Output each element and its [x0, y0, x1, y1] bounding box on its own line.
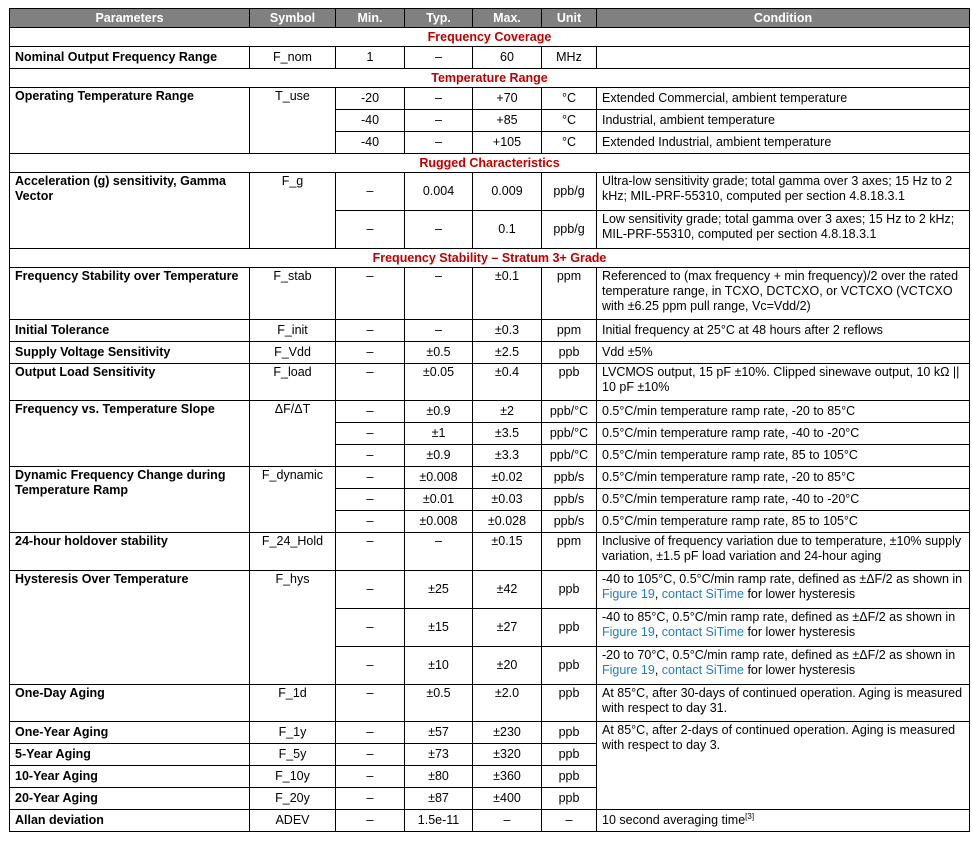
typ-cell: – — [405, 211, 473, 249]
condition-text: -40 to 85°C, 0.5°C/min ramp rate, defined as ±ΔF/2 as shown in — [602, 610, 956, 624]
condition-cell: 0.5°C/min temperature ramp rate, 85 to 105°C — [597, 511, 970, 533]
condition-cell: Ultra-low sensitivity grade; total gamma over 3 axes; 15 Hz to 2 kHz; MIL-PRF-55310, computed per section 4.8.18.3.1 — [597, 173, 970, 211]
max-cell: ±0.028 — [473, 511, 542, 533]
condition-cell — [597, 47, 970, 69]
section-title: Frequency Coverage — [10, 28, 970, 47]
typ-cell: ±0.008 — [405, 511, 473, 533]
condition-cell: -40 to 85°C, 0.5°C/min ramp rate, defined as ±ΔF/2 as shown in Figure 19, contact SiTime for lower hysteresis — [597, 609, 970, 647]
param-cell: Dynamic Frequency Change during Temperature Ramp — [10, 467, 250, 533]
condition-cell: Initial frequency at 25°C at 48 hours after 2 reflows — [597, 320, 970, 342]
symbol-cell: F_dynamic — [250, 467, 336, 533]
symbol-cell: F_20y — [250, 788, 336, 810]
max-cell: 0.009 — [473, 173, 542, 211]
typ-cell: ±87 — [405, 788, 473, 810]
table-row — [10, 722, 970, 744]
min-cell: -40 — [336, 110, 405, 132]
symbol-cell: F_init — [250, 320, 336, 342]
header-unit: Unit — [542, 9, 597, 28]
header-typ: Typ. — [405, 9, 473, 28]
symbol-cell: F_24_Hold — [250, 533, 336, 571]
symbol-cell: F_stab — [250, 268, 336, 320]
min-cell: – — [336, 533, 405, 571]
condition-cell: 0.5°C/min temperature ramp rate, -40 to -20°C — [597, 423, 970, 445]
max-cell: ±2.0 — [473, 685, 542, 722]
min-cell: – — [336, 467, 405, 489]
min-cell: – — [336, 423, 405, 445]
max-cell: ±0.03 — [473, 489, 542, 511]
unit-cell: °C — [542, 110, 597, 132]
contact-sitime-link[interactable]: contact SiTime — [661, 663, 744, 677]
unit-cell: °C — [542, 132, 597, 154]
header-parameters: Parameters — [10, 9, 250, 28]
unit-cell: ppb/s — [542, 511, 597, 533]
typ-cell: 0.004 — [405, 173, 473, 211]
symbol-cell: ADEV — [250, 810, 336, 832]
max-cell: ±2 — [473, 401, 542, 423]
unit-cell: ppb — [542, 609, 597, 647]
param-cell: Allan deviation — [10, 810, 250, 832]
unit-cell: ppb/s — [542, 489, 597, 511]
table-row — [10, 88, 970, 110]
unit-cell: ppb/g — [542, 173, 597, 211]
header-row — [10, 9, 970, 28]
condition-cell: Extended Industrial, ambient temperature — [597, 132, 970, 154]
unit-cell: ppb — [542, 685, 597, 722]
condition-cell: 0.5°C/min temperature ramp rate, -40 to -20°C — [597, 489, 970, 511]
max-cell: – — [473, 810, 542, 832]
unit-cell: ppb — [542, 788, 597, 810]
table-row — [10, 47, 970, 69]
condition-cell: -20 to 70°C, 0.5°C/min ramp rate, defined as ±ΔF/2 as shown in Figure 19, contact SiTime for lower hysteresis — [597, 647, 970, 685]
figure-19-link[interactable]: Figure 19 — [602, 663, 655, 677]
typ-cell: ±57 — [405, 722, 473, 744]
max-cell: ±0.1 — [473, 268, 542, 320]
min-cell: 1 — [336, 47, 405, 69]
header-condition: Condition — [597, 9, 970, 28]
condition-cell: Low sensitivity grade; total gamma over 3 axes; 15 Hz to 2 kHz; MIL-PRF-55310, computed per section 4.8.18.3.1 — [597, 211, 970, 249]
max-cell: 0.1 — [473, 211, 542, 249]
section-title: Frequency Stability – Stratum 3+ Grade — [10, 249, 970, 268]
section-row — [10, 154, 970, 173]
condition-cell: 0.5°C/min temperature ramp rate, -20 to 85°C — [597, 401, 970, 423]
typ-cell: ±1 — [405, 423, 473, 445]
symbol-cell: F_hys — [250, 571, 336, 685]
typ-cell: ±0.05 — [405, 364, 473, 401]
condition-cell — [597, 810, 970, 832]
param-cell: Frequency vs. Temperature Slope — [10, 401, 250, 467]
condition-cell: Vdd ±5% — [597, 342, 970, 364]
min-cell: – — [336, 766, 405, 788]
typ-cell: ±0.5 — [405, 685, 473, 722]
unit-cell: ppm — [542, 268, 597, 320]
min-cell: – — [336, 647, 405, 685]
typ-cell: – — [405, 132, 473, 154]
max-cell: ±0.02 — [473, 467, 542, 489]
min-cell: – — [336, 685, 405, 722]
min-cell: -40 — [336, 132, 405, 154]
symbol-cell: F_10y — [250, 766, 336, 788]
condition-text: 10 second averaging time — [602, 813, 746, 827]
min-cell: – — [336, 320, 405, 342]
unit-cell: ppb/°C — [542, 401, 597, 423]
max-cell: ±3.5 — [473, 423, 542, 445]
typ-cell: ±80 — [405, 766, 473, 788]
typ-cell: ±0.9 — [405, 445, 473, 467]
max-cell: ±20 — [473, 647, 542, 685]
typ-cell: ±0.01 — [405, 489, 473, 511]
unit-cell: ppb — [542, 342, 597, 364]
min-cell: – — [336, 744, 405, 766]
max-cell: ±0.3 — [473, 320, 542, 342]
unit-cell: ppb/g — [542, 211, 597, 249]
condition-cell: Extended Commercial, ambient temperature — [597, 88, 970, 110]
table-row — [10, 533, 970, 571]
min-cell: – — [336, 511, 405, 533]
table-row — [10, 810, 970, 832]
max-cell: ±42 — [473, 571, 542, 609]
param-cell: 10-Year Aging — [10, 766, 250, 788]
unit-cell: ppb — [542, 744, 597, 766]
unit-cell: ppb/°C — [542, 445, 597, 467]
unit-cell: ppb — [542, 364, 597, 401]
typ-cell: – — [405, 88, 473, 110]
max-cell: ±400 — [473, 788, 542, 810]
figure-19-link[interactable]: Figure 19 — [602, 587, 655, 601]
min-cell: – — [336, 609, 405, 647]
symbol-cell: T_use — [250, 88, 336, 154]
condition-cell: At 85°C, after 2-days of continued operation. Aging is measured with respect to day 3. — [597, 722, 970, 810]
condition-cell: At 85°C, after 30-days of continued operation. Aging is measured with respect to day 31. — [597, 685, 970, 722]
max-cell: ±360 — [473, 766, 542, 788]
max-cell: +85 — [473, 110, 542, 132]
unit-cell: ppb/s — [542, 467, 597, 489]
max-cell: ±2.5 — [473, 342, 542, 364]
param-cell: 24-hour holdover stability — [10, 533, 250, 571]
typ-cell: – — [405, 320, 473, 342]
condition-cell: LVCMOS output, 15 pF ±10%. Clipped sinewave output, 10 kΩ || 10 pF ±10% — [597, 364, 970, 401]
min-cell: – — [336, 489, 405, 511]
min-cell: – — [336, 342, 405, 364]
unit-cell: ppm — [542, 533, 597, 571]
header-symbol: Symbol — [250, 9, 336, 28]
table-row — [10, 268, 970, 320]
section-row — [10, 28, 970, 47]
min-cell: – — [336, 401, 405, 423]
symbol-cell: F_1y — [250, 722, 336, 744]
condition-tail: for lower hysteresis — [747, 587, 856, 601]
spec-table — [9, 8, 970, 832]
param-cell: Supply Voltage Sensitivity — [10, 342, 250, 364]
unit-cell: ppb — [542, 766, 597, 788]
unit-cell: °C — [542, 88, 597, 110]
table-row — [10, 364, 970, 401]
condition-cell: 0.5°C/min temperature ramp rate, 85 to 105°C — [597, 445, 970, 467]
condition-cell: 0.5°C/min temperature ramp rate, -20 to 85°C — [597, 467, 970, 489]
footnote-3[interactable]: [3] — [745, 811, 755, 821]
param-cell: Frequency Stability over Temperature — [10, 268, 250, 320]
max-cell: ±3.3 — [473, 445, 542, 467]
max-cell: +70 — [473, 88, 542, 110]
typ-cell: ±0.9 — [405, 401, 473, 423]
table-row — [10, 401, 970, 423]
condition-cell: -40 to 105°C, 0.5°C/min ramp rate, defined as ±ΔF/2 as shown in Figure 19, contact SiTime for lower hysteresis — [597, 571, 970, 609]
max-cell: +105 — [473, 132, 542, 154]
param-cell: Nominal Output Frequency Range — [10, 47, 250, 69]
param-cell: Operating Temperature Range — [10, 88, 250, 154]
unit-cell: – — [542, 810, 597, 832]
param-cell: One-Day Aging — [10, 685, 250, 722]
header-max: Max. — [473, 9, 542, 28]
condition-cell: Industrial, ambient temperature — [597, 110, 970, 132]
typ-cell: – — [405, 47, 473, 69]
min-cell: – — [336, 571, 405, 609]
max-cell: ±230 — [473, 722, 542, 744]
symbol-cell: ΔF/ΔT — [250, 401, 336, 467]
unit-cell: ppb — [542, 647, 597, 685]
figure-19-link[interactable]: Figure 19 — [602, 625, 655, 639]
condition-text: -40 to 105°C, 0.5°C/min ramp rate, defined as ±ΔF/2 as shown in — [602, 572, 963, 586]
table-row — [10, 320, 970, 342]
typ-cell: ±10 — [405, 647, 473, 685]
typ-cell: ±15 — [405, 609, 473, 647]
param-cell: Output Load Sensitivity — [10, 364, 250, 401]
min-cell: – — [336, 364, 405, 401]
contact-sitime-link[interactable]: contact SiTime — [661, 587, 744, 601]
min-cell: – — [336, 810, 405, 832]
table-row — [10, 571, 970, 609]
typ-cell: ±25 — [405, 571, 473, 609]
condition-cell: Referenced to (max frequency + min frequency)/2 over the rated temperature range, in TCXO, DCTCXO, or VCTCXO (VCTCXO with ±6.25 ppm pull range, Vc=Vdd/2) — [597, 268, 970, 320]
param-cell: Acceleration (g) sensitivity, Gamma Vector — [10, 173, 250, 249]
header-min: Min. — [336, 9, 405, 28]
max-cell: ±0.4 — [473, 364, 542, 401]
condition-text: -20 to 70°C, 0.5°C/min ramp rate, defined as ±ΔF/2 as shown in — [602, 648, 956, 662]
symbol-cell: F_1d — [250, 685, 336, 722]
min-cell: – — [336, 173, 405, 211]
section-title: Rugged Characteristics — [10, 154, 970, 173]
max-cell: 60 — [473, 47, 542, 69]
param-cell: One-Year Aging — [10, 722, 250, 744]
symbol-cell: F_g — [250, 173, 336, 249]
condition-tail: for lower hysteresis — [747, 625, 856, 639]
unit-cell: ppm — [542, 320, 597, 342]
max-cell: ±27 — [473, 609, 542, 647]
unit-cell: MHz — [542, 47, 597, 69]
symbol-cell: F_Vdd — [250, 342, 336, 364]
param-cell: Initial Tolerance — [10, 320, 250, 342]
unit-cell: ppb — [542, 571, 597, 609]
table-row — [10, 173, 970, 211]
param-cell: Hysteresis Over Temperature — [10, 571, 250, 685]
min-cell: – — [336, 788, 405, 810]
section-row — [10, 249, 970, 268]
min-cell: – — [336, 211, 405, 249]
param-cell: 5-Year Aging — [10, 744, 250, 766]
table-row — [10, 342, 970, 364]
typ-cell: ±0.008 — [405, 467, 473, 489]
symbol-cell: F_load — [250, 364, 336, 401]
max-cell: ±320 — [473, 744, 542, 766]
min-cell: – — [336, 445, 405, 467]
table-row — [10, 467, 970, 489]
section-title: Temperature Range — [10, 69, 970, 88]
min-cell: – — [336, 722, 405, 744]
typ-cell: – — [405, 110, 473, 132]
min-cell: -20 — [336, 88, 405, 110]
typ-cell: – — [405, 268, 473, 320]
unit-cell: ppb/°C — [542, 423, 597, 445]
typ-cell: ±0.5 — [405, 342, 473, 364]
condition-cell: Inclusive of frequency variation due to temperature, ±10% supply variation, ±1.5 pF load variation and 24-hour aging — [597, 533, 970, 571]
section-row — [10, 69, 970, 88]
table-row — [10, 685, 970, 722]
typ-cell: – — [405, 533, 473, 571]
typ-cell: ±73 — [405, 744, 473, 766]
min-cell: – — [336, 268, 405, 320]
condition-tail: for lower hysteresis — [747, 663, 856, 677]
param-cell: 20-Year Aging — [10, 788, 250, 810]
max-cell: ±0.15 — [473, 533, 542, 571]
contact-sitime-link[interactable]: contact SiTime — [661, 625, 744, 639]
symbol-cell: F_nom — [250, 47, 336, 69]
typ-cell: 1.5e-11 — [405, 810, 473, 832]
symbol-cell: F_5y — [250, 744, 336, 766]
unit-cell: ppb — [542, 722, 597, 744]
